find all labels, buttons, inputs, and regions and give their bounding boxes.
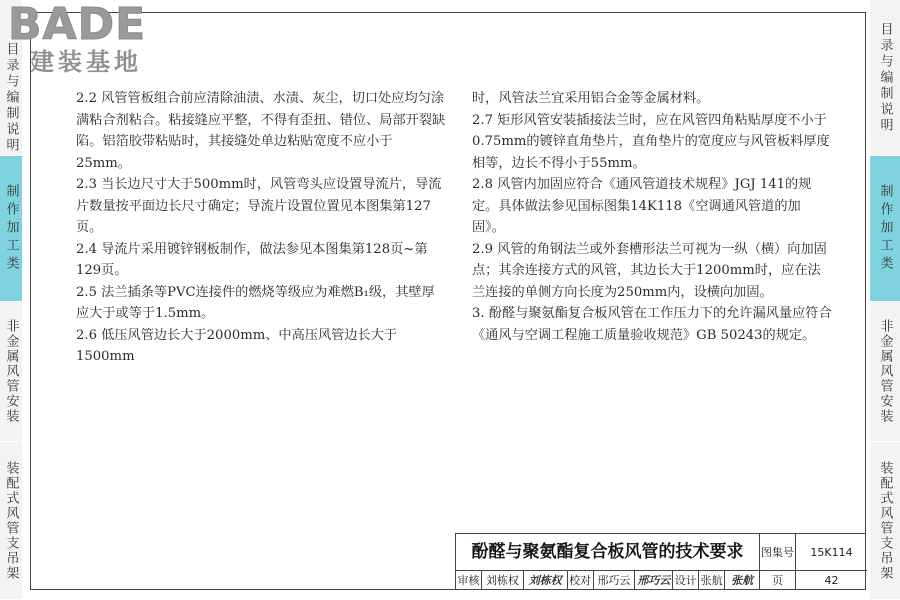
paragraph-2-6: 2.6 低压风管边长大于2000mm、中高压风管边长大于1500mm (76, 327, 398, 364)
logo-brand: BADE (8, 0, 147, 50)
left-tab-fabrication[interactable] (0, 156, 22, 302)
proofread-label: 校对 (568, 571, 594, 590)
right-text-column (472, 88, 832, 346)
right-tab-contents[interactable] (870, 0, 900, 156)
left-tab-support-hanger[interactable] (0, 442, 22, 600)
paragraph-2-7: 2.7 矩形风管安装插接法兰时，应在风管四角粘贴厚度不小于0.75mm的镀锌直角垫片，直角垫片的宽度应与风管板料厚度相等，边长不得小于55mm。 (472, 112, 830, 171)
right-tab-label: 制作加工类 (877, 183, 893, 274)
designer-signature: 张航 (731, 574, 754, 587)
reviewer-signature: 刘栋权 (524, 571, 568, 590)
left-tab-label: 非金属风管安装 (3, 319, 19, 424)
right-tab-label: 装配式风管支吊架 (877, 460, 893, 581)
left-tab-label: 制作加工类 (3, 183, 19, 274)
atlas-number-value: 15K114 (796, 534, 867, 571)
right-tab-label: 非金属风管安装 (877, 319, 893, 424)
right-tab-fabrication[interactable] (870, 156, 900, 302)
left-text-column (76, 88, 446, 368)
signature-row (456, 571, 760, 590)
right-tab-support-hanger[interactable] (870, 442, 900, 600)
proofreader-name: 邢巧云 (594, 571, 636, 590)
paragraph-2-6-cont: 时，风管法兰宜采用铝合金等金属材料。 (472, 91, 710, 106)
logo (8, 2, 146, 76)
left-tab-label: 装配式风管支吊架 (3, 460, 19, 581)
designer-name: 张航 (699, 571, 725, 590)
paragraph-2-5: 2.5 法兰插条等PVC连接件的燃烧等级应为难燃B₁级，其壁厚应大于或等于1.5mm。 (76, 284, 435, 321)
left-tab-label: 目录与编制说明 (3, 41, 19, 154)
page-number: 42 (824, 574, 839, 587)
atlas-number-label: 图集号 (760, 534, 796, 571)
design-label: 设计 (673, 571, 699, 590)
paragraph-2-3: 2.3 当长边尺寸大于500mm时，风管弯头应设置导流片，导流片数量按平面边长尺寸确定；导流片设置位置见本图集第127页。 (76, 177, 442, 235)
title-block (455, 533, 866, 590)
paragraph-2-4: 2.4 导流片采用镀锌钢板制作，做法参见本图集第128页~第129页。 (76, 241, 428, 278)
paragraph-2-2: 2.2 风管管板组合前应清除油渍、水渍、灰尘，切口处应均匀涂满粘合剂粘合。粘接缝应平整，不得有歪扭、错位、局部开裂缺陷。铝箔胶带粘贴时，其接缝处单边粘贴宽度不应小于25mm。 (76, 91, 446, 171)
logo-subtitle: 建装基地 (30, 48, 142, 76)
right-tab-nonmetal-install[interactable] (870, 302, 900, 442)
paragraph-2-9: 2.9 风管的角钢法兰或外套槽形法兰可视为一纵（横）向加固点；其余连接方式的风管，其边长大于1200mm时，应在法兰连接的单侧方向长度为250mm内，设横向加固。 (472, 241, 827, 300)
paragraph-3: 3. 酚醛与聚氨酯复合板风管在工作压力下的允许漏风量应符合《通风与空调工程施工质量验收规范》GB 50243的规定。 (472, 306, 832, 343)
page-label: 页 (760, 571, 796, 590)
proofreader-signature: 邢巧云 (635, 571, 673, 590)
right-tab-label: 目录与编制说明 (877, 21, 893, 134)
left-tab-nonmetal-install[interactable] (0, 302, 22, 442)
reviewer-name: 刘栋权 (482, 571, 524, 590)
drawing-title: 酚醛与聚氨酯复合板风管的技术要求 (456, 534, 760, 571)
review-label: 审核 (456, 571, 482, 590)
paragraph-2-8: 2.8 风管内加固应符合《通风管道技术规程》JGJ 141的规定。具体做法参见国标图集14K118《空调通风管道的加固》。 (472, 177, 812, 235)
